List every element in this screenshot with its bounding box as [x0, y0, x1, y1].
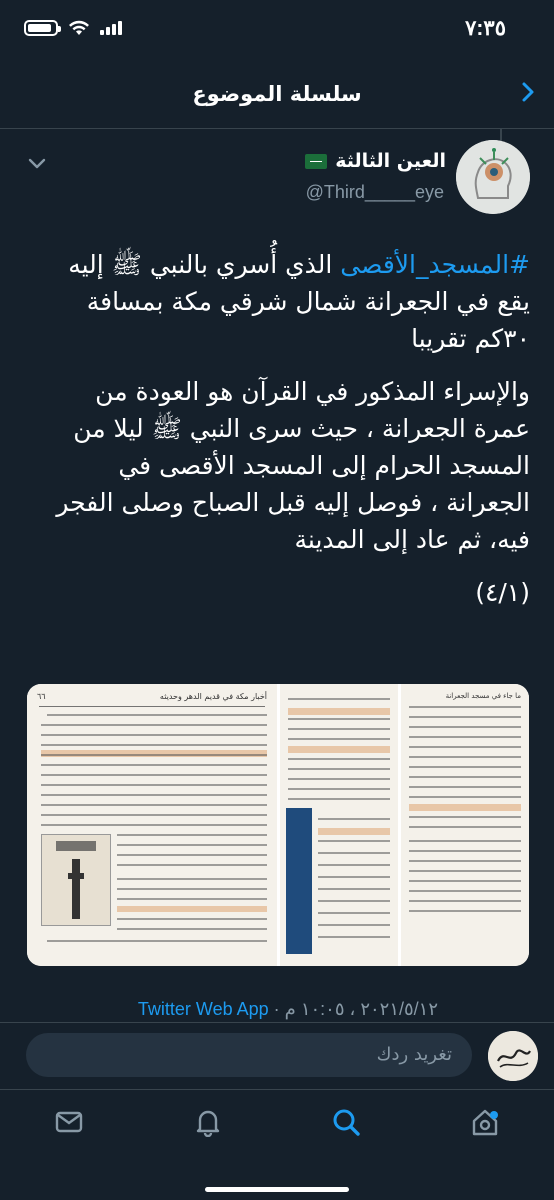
thread-header: [0, 62, 554, 129]
page-title: سلسلة الموضوع: [192, 82, 362, 106]
book-page-header: أخبار مكة في قديم الدهر وحديثه: [159, 692, 267, 701]
author-name[interactable]: العين الثالثة: [335, 150, 446, 172]
book-cover-image: [41, 834, 111, 926]
calligraphy-avatar-icon: [488, 1031, 538, 1081]
tweet-text: [40, 246, 530, 627]
status-bar: [0, 0, 554, 62]
book-page-middle: [280, 684, 398, 966]
thread-connector-line: [500, 129, 502, 141]
bottom-tab-bar: [0, 1089, 554, 1200]
wifi-icon: [68, 20, 90, 36]
chevron-down-icon[interactable]: [28, 158, 46, 170]
author-name-row[interactable]: [305, 150, 446, 172]
book-page-right: [401, 684, 529, 966]
reply-bar: [0, 1022, 554, 1090]
author-avatar[interactable]: [456, 140, 530, 214]
user-avatar[interactable]: [488, 1031, 538, 1081]
tweet-paragraph-1-text: الذي أُسري بالنبي ﷺ إليه يقع في الجعرانة شمال شرقي مكة بمسافة ٣٠كم تقريبا: [68, 250, 530, 353]
book-page-header-right: ما جاء في مسجد الجعرانة: [445, 692, 521, 700]
author-handle[interactable]: @Third_____eye: [305, 182, 444, 202]
reply-placeholder: تغريد ردك: [376, 1044, 452, 1065]
hashtag-link[interactable]: #المسجد_الأقصى: [340, 250, 530, 279]
search-icon[interactable]: [331, 1107, 361, 1137]
tweet-paragraph-1: [40, 246, 530, 357]
tweet-media-image[interactable]: [27, 684, 529, 966]
bell-icon[interactable]: [193, 1107, 223, 1137]
tweet-meta: ٢٠٢١/٥/١٢ ، ١٠:٠٥ م · Twitter Web App: [137, 999, 438, 1019]
back-chevron-icon[interactable]: [516, 80, 540, 104]
tweet-paragraph-3: (٤/١): [475, 578, 530, 607]
status-time: ٧:٣٥: [465, 17, 506, 40]
saudi-flag-icon: [305, 154, 327, 169]
battery-icon: [24, 20, 58, 36]
reply-input[interactable]: [26, 1033, 472, 1077]
head-profile-icon: [456, 140, 530, 214]
tweet-paragraph-2: والإسراء المذكور في القرآن هو العودة من عمرة الجعرانة ، حيث سرى النبي ﷺ ليلا من المسجد الحرام إلى المسجد الأقصى في الجعرانة ، فوصل إليه قبل الصباح وصلى الفجر فيه، ثم عاد إلى المدينة: [56, 377, 530, 554]
book-page-left: [27, 684, 277, 966]
tweet-source-app[interactable]: Twitter Web App: [137, 999, 269, 1019]
tweet-timestamp: ٢٠٢١/٥/١٢ ، ١٠:٠٥ م: [284, 999, 438, 1019]
signal-icon: [100, 21, 122, 35]
status-icons: [24, 20, 122, 36]
home-indicator: [205, 1187, 349, 1192]
home-icon[interactable]: [470, 1107, 500, 1137]
book-page-number: ٦٦: [37, 692, 46, 701]
book-spine-image: [286, 808, 312, 954]
mail-icon[interactable]: [54, 1107, 84, 1137]
